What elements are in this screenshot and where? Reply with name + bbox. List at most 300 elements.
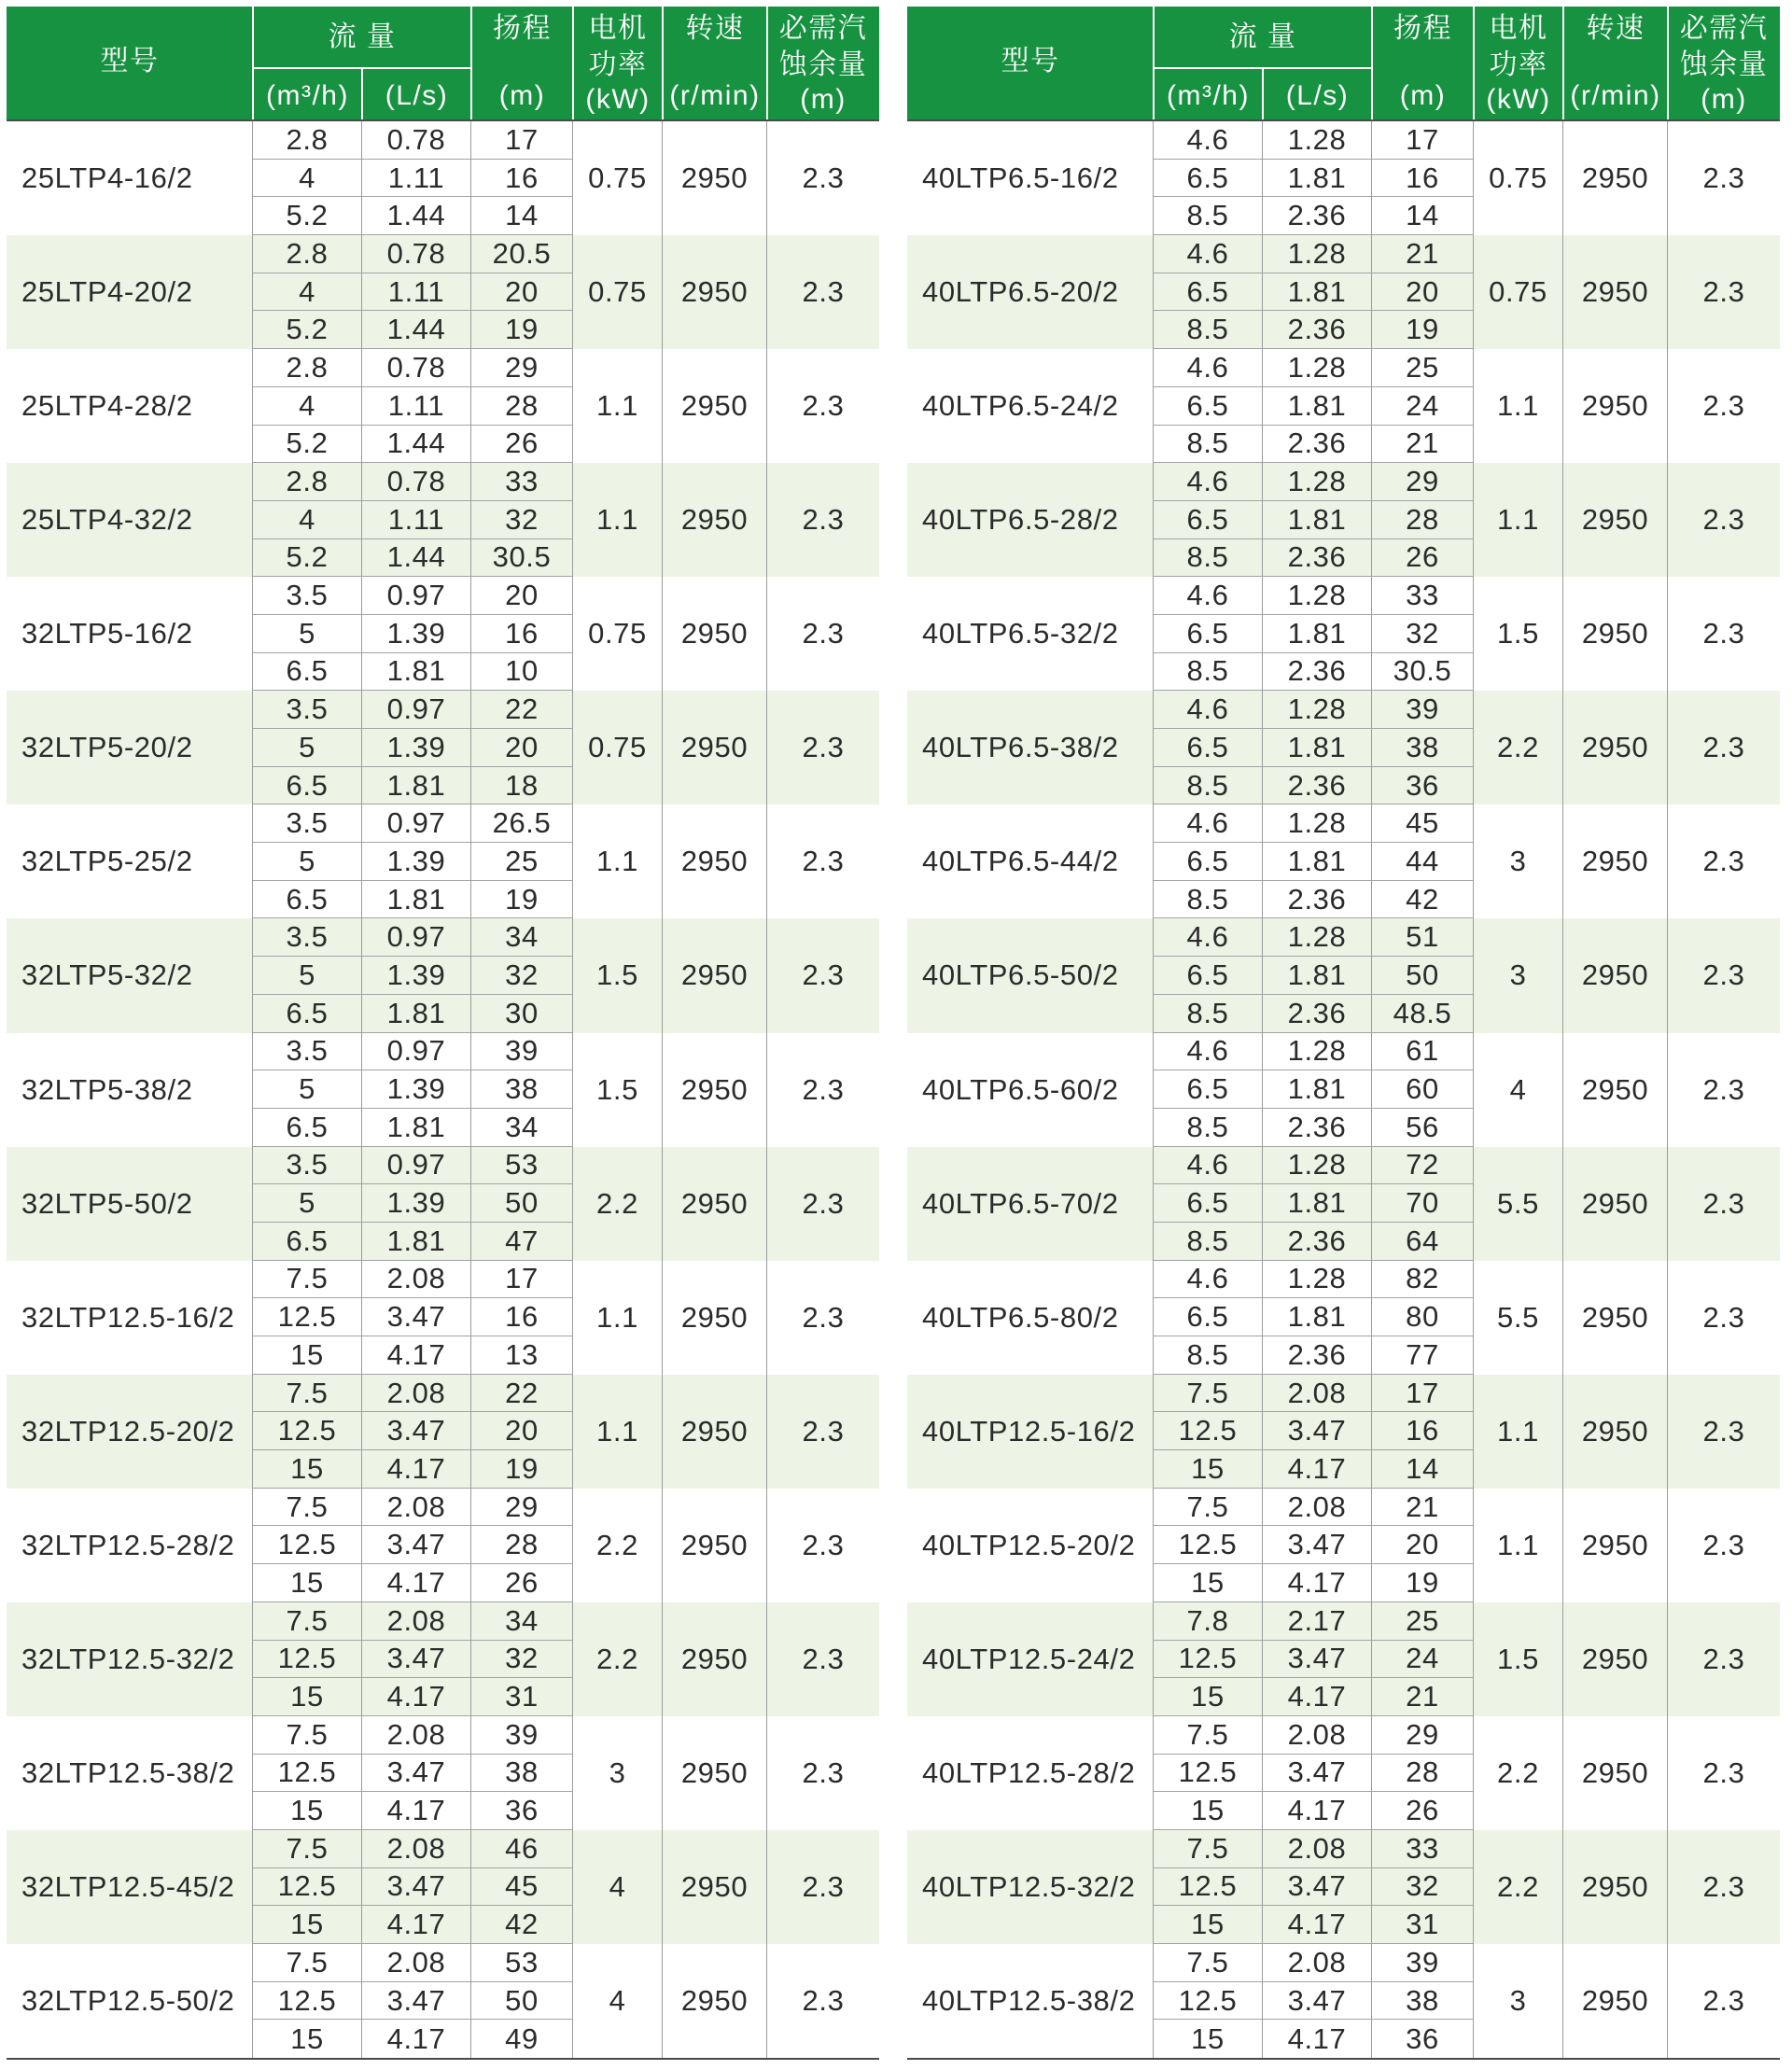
model-cell: 40LTP6.5-24/2 bbox=[907, 349, 1154, 463]
flow-m3h-cell: 12.5 bbox=[1154, 1868, 1263, 1907]
flow-ls-cell: 4.17 bbox=[1263, 1450, 1372, 1489]
head-cell: 33 bbox=[1372, 1830, 1474, 1868]
flow-ls-cell: 0.97 bbox=[362, 804, 471, 843]
npsh-cell: 2.3 bbox=[802, 1528, 845, 1561]
speed-cell: 2950 bbox=[1563, 121, 1668, 235]
model-cell: 40LTP6.5-28/2 bbox=[907, 463, 1154, 577]
flow-ls-cell: 3.47 bbox=[362, 1982, 471, 2021]
npsh-cell: 2.3 bbox=[1668, 1375, 1780, 1489]
head-cell: 17 bbox=[471, 1261, 573, 1299]
flow-m3h-cell: 4.6 bbox=[1154, 691, 1263, 729]
flow-ls-cell: 1.39 bbox=[362, 1070, 471, 1109]
head-cell: 50 bbox=[471, 1982, 573, 2021]
flow-ls-cell: 4.17 bbox=[1263, 1678, 1372, 1716]
head-cell: 45 bbox=[1372, 804, 1474, 843]
head-cell: 20 bbox=[471, 729, 573, 767]
head-cell: 21 bbox=[1372, 1678, 1474, 1716]
npsh-cell: 2.3 bbox=[802, 1984, 845, 2018]
flow-m3h-cell: 15 bbox=[1154, 1564, 1263, 1602]
power-cell: 3 bbox=[573, 1716, 663, 1830]
flow-ls-cell: 4.17 bbox=[362, 1336, 471, 1375]
speed-cell: 2950 bbox=[663, 463, 767, 577]
power-cell: 4 bbox=[1474, 1033, 1563, 1147]
flow-m3h-cell: 15 bbox=[1154, 2020, 1263, 2058]
head-cell: 14 bbox=[1372, 1450, 1474, 1489]
flow-m3h-cell: 6.5 bbox=[1154, 273, 1263, 312]
model-cell: 40LTP12.5-32/2 bbox=[907, 1830, 1154, 1944]
flow-m3h-cell: 8.5 bbox=[1154, 197, 1263, 235]
flow-m3h-cell: 7.5 bbox=[253, 1602, 362, 1641]
power-cell: 4 bbox=[573, 1830, 663, 1944]
head-cell: 51 bbox=[1372, 918, 1474, 957]
flow-m3h-cell: 5.2 bbox=[253, 311, 362, 349]
flow-ls-cell: 3.47 bbox=[1263, 1526, 1372, 1564]
power-cell: 3 bbox=[1474, 918, 1563, 1032]
flow-m3h-cell: 12.5 bbox=[1154, 1755, 1263, 1793]
flow-ls-cell: 4.17 bbox=[1263, 1792, 1372, 1830]
power-cell: 2.2 bbox=[1474, 1830, 1563, 1944]
flow-m3h-cell: 8.5 bbox=[1154, 311, 1263, 349]
speed-cell: 2950 bbox=[1563, 1147, 1668, 1261]
flow-m3h-cell: 8.5 bbox=[1154, 1336, 1263, 1375]
flow-ls-cell: 4.17 bbox=[362, 1678, 471, 1716]
model-cell: 40LTP12.5-28/2 bbox=[907, 1716, 1154, 1830]
speed-cell: 2950 bbox=[663, 577, 767, 691]
flow-ls-cell: 1.81 bbox=[1263, 273, 1372, 312]
head-cell: 39 bbox=[1372, 1944, 1474, 1982]
flow-ls-cell: 1.28 bbox=[1263, 918, 1372, 957]
power-cell: 0.75 bbox=[1474, 235, 1563, 349]
flow-ls-cell: 2.08 bbox=[1263, 1375, 1372, 1413]
flow-ls-cell: 2.36 bbox=[1263, 995, 1372, 1033]
flow-ls-cell: 1.81 bbox=[1263, 957, 1372, 995]
speed-cell: 2950 bbox=[663, 235, 767, 349]
speed-cell: 2950 bbox=[663, 804, 767, 918]
flow-ls-cell: 2.36 bbox=[1263, 197, 1372, 235]
flow-m3h-cell: 8.5 bbox=[1154, 881, 1263, 919]
flow-m3h-cell: 6.5 bbox=[253, 1109, 362, 1147]
head-cell: 13 bbox=[471, 1336, 573, 1375]
head-cell: 20 bbox=[471, 577, 573, 615]
flow-ls-cell: 2.36 bbox=[1263, 539, 1372, 578]
flow-m3h-cell: 6.5 bbox=[1154, 501, 1263, 539]
flow-m3h-cell: 15 bbox=[1154, 1906, 1263, 1944]
head-cell: 48.5 bbox=[1372, 995, 1474, 1033]
flow-m3h-cell: 12.5 bbox=[1154, 1412, 1263, 1450]
model-cell: 40LTP6.5-50/2 bbox=[907, 918, 1154, 1032]
head-cell: 25 bbox=[471, 843, 573, 881]
npsh-cell: 2.3 bbox=[767, 691, 879, 804]
flow-m3h-cell: 4.6 bbox=[1154, 235, 1263, 273]
npsh-cell: 2.3 bbox=[1702, 845, 1745, 878]
head-cell: 28 bbox=[471, 1526, 573, 1564]
header-power-unit: (kW) bbox=[1486, 84, 1551, 115]
flow-ls-cell: 2.08 bbox=[362, 1944, 471, 1982]
power-cell: 1.1 bbox=[573, 804, 663, 918]
flow-ls-cell: 2.36 bbox=[1263, 653, 1372, 692]
speed-cell: 2950 bbox=[663, 1944, 767, 2058]
npsh-cell: 2.3 bbox=[802, 161, 845, 195]
speed-cell: 2950 bbox=[663, 1375, 767, 1489]
flow-ls-cell: 2.08 bbox=[362, 1830, 471, 1868]
flow-ls-cell: 4.17 bbox=[362, 1450, 471, 1489]
head-cell: 70 bbox=[1372, 1184, 1474, 1223]
flow-ls-cell: 1.44 bbox=[362, 311, 471, 349]
speed-cell: 2950 bbox=[1563, 1602, 1668, 1716]
power-cell: 1.5 bbox=[1474, 1602, 1563, 1716]
flow-ls-cell: 0.78 bbox=[362, 463, 471, 501]
head-cell: 17 bbox=[1372, 1375, 1474, 1413]
flow-m3h-cell: 8.5 bbox=[1154, 1109, 1263, 1147]
npsh-cell: 2.3 bbox=[767, 1602, 879, 1716]
flow-ls-cell: 0.97 bbox=[362, 577, 471, 615]
flow-ls-cell: 4.17 bbox=[362, 1906, 471, 1944]
table-body bbox=[7, 121, 879, 2060]
power-cell: 1.1 bbox=[573, 1375, 663, 1489]
header-npsh-line2: 蚀余量 bbox=[1679, 49, 1769, 80]
power-cell: 0.75 bbox=[573, 577, 663, 691]
flow-ls-cell: 4.17 bbox=[362, 1564, 471, 1602]
model-cell: 32LTP12.5-20/2 bbox=[7, 1375, 253, 1489]
flow-m3h-cell: 6.5 bbox=[1154, 160, 1263, 198]
header-model: 型号 bbox=[1001, 46, 1060, 77]
flow-m3h-cell: 12.5 bbox=[253, 1641, 362, 1679]
head-cell: 22 bbox=[471, 691, 573, 729]
flow-m3h-cell: 7.5 bbox=[1154, 1944, 1263, 1982]
npsh-cell: 2.3 bbox=[767, 1147, 879, 1261]
head-cell: 24 bbox=[1372, 387, 1474, 426]
header-model: 型号 bbox=[100, 46, 160, 77]
flow-ls-cell: 1.81 bbox=[1263, 615, 1372, 653]
flow-ls-cell: 0.78 bbox=[362, 121, 471, 160]
flow-ls-cell: 1.11 bbox=[362, 387, 471, 426]
npsh-cell: 2.3 bbox=[1668, 1830, 1780, 1944]
flow-m3h-cell: 3.5 bbox=[253, 1147, 362, 1185]
flow-m3h-cell: 6.5 bbox=[253, 881, 362, 919]
npsh-cell: 2.3 bbox=[802, 1072, 845, 1106]
flow-m3h-cell: 15 bbox=[253, 1678, 362, 1716]
head-cell: 16 bbox=[1372, 1412, 1474, 1450]
head-cell: 14 bbox=[471, 197, 573, 235]
flow-m3h-cell: 6.5 bbox=[1154, 729, 1263, 767]
flow-m3h-cell: 2.8 bbox=[253, 235, 362, 273]
speed-cell: 2950 bbox=[663, 1602, 767, 1716]
flow-m3h-cell: 2.8 bbox=[253, 463, 362, 501]
flow-ls-cell: 2.36 bbox=[1263, 767, 1372, 805]
head-cell: 49 bbox=[471, 2020, 573, 2058]
flow-m3h-cell: 6.5 bbox=[1154, 1184, 1263, 1223]
model-cell: 25LTP4-28/2 bbox=[7, 349, 253, 463]
model-cell: 40LTP12.5-16/2 bbox=[907, 1375, 1154, 1489]
npsh-cell: 2.3 bbox=[802, 845, 845, 878]
head-cell: 17 bbox=[1372, 121, 1474, 160]
head-cell: 32 bbox=[1372, 1868, 1474, 1907]
head-cell: 39 bbox=[1372, 691, 1474, 729]
speed-cell: 2950 bbox=[1563, 1033, 1668, 1147]
model-cell: 32LTP5-20/2 bbox=[7, 691, 253, 804]
header-power-line1: 电机 bbox=[1489, 13, 1548, 44]
head-cell: 32 bbox=[1372, 615, 1474, 653]
flow-ls-cell: 3.47 bbox=[1263, 1641, 1372, 1679]
flow-ls-cell: 4.17 bbox=[1263, 1564, 1372, 1602]
flow-m3h-cell: 3.5 bbox=[253, 577, 362, 615]
head-cell: 32 bbox=[471, 1641, 573, 1679]
flow-m3h-cell: 7.5 bbox=[253, 1944, 362, 1982]
flow-m3h-cell: 7.5 bbox=[253, 1716, 362, 1755]
model-cell: 25LTP4-32/2 bbox=[7, 463, 253, 577]
head-cell: 20 bbox=[471, 273, 573, 312]
head-cell: 72 bbox=[1372, 1147, 1474, 1185]
head-cell: 46 bbox=[471, 1830, 573, 1868]
head-cell: 29 bbox=[1372, 463, 1474, 501]
power-cell: 1.1 bbox=[573, 349, 663, 463]
flow-ls-cell: 0.78 bbox=[362, 235, 471, 273]
head-cell: 14 bbox=[1372, 197, 1474, 235]
head-cell: 82 bbox=[1372, 1261, 1474, 1299]
head-cell: 17 bbox=[471, 121, 573, 160]
header-speed: 转速 bbox=[1586, 13, 1645, 44]
flow-ls-cell: 1.28 bbox=[1263, 1147, 1372, 1185]
flow-m3h-cell: 8.5 bbox=[1154, 539, 1263, 578]
npsh-cell: 2.3 bbox=[1702, 1984, 1745, 2018]
power-cell: 1.1 bbox=[1474, 1489, 1563, 1602]
flow-ls-cell: 1.28 bbox=[1263, 691, 1372, 729]
flow-m3h-cell: 5.2 bbox=[253, 426, 362, 464]
model-cell: 32LTP5-25/2 bbox=[7, 804, 253, 918]
head-cell: 36 bbox=[1372, 767, 1474, 805]
power-cell: 3 bbox=[1474, 804, 1563, 918]
head-cell: 19 bbox=[471, 881, 573, 919]
power-cell: 1.1 bbox=[1474, 463, 1563, 577]
model-cell: 40LTP12.5-20/2 bbox=[907, 1489, 1154, 1602]
head-cell: 61 bbox=[1372, 1033, 1474, 1071]
flow-m3h-cell: 5 bbox=[253, 843, 362, 881]
head-cell: 30.5 bbox=[471, 539, 573, 578]
flow-ls-cell: 4.17 bbox=[362, 1792, 471, 1830]
head-cell: 20.5 bbox=[471, 235, 573, 273]
model-cell: 32LTP12.5-28/2 bbox=[7, 1489, 253, 1602]
flow-ls-cell: 1.28 bbox=[1263, 577, 1372, 615]
flow-m3h-cell: 5 bbox=[253, 615, 362, 653]
head-cell: 26 bbox=[1372, 539, 1474, 578]
model-cell: 40LTP6.5-44/2 bbox=[907, 804, 1154, 918]
npsh-cell: 2.3 bbox=[1702, 617, 1745, 650]
header-head: 扬程 bbox=[1393, 13, 1452, 44]
flow-m3h-cell: 6.5 bbox=[1154, 1070, 1263, 1109]
flow-m3h-cell: 4.6 bbox=[1154, 463, 1263, 501]
head-cell: 19 bbox=[1372, 311, 1474, 349]
flow-m3h-cell: 15 bbox=[253, 1450, 362, 1489]
flow-m3h-cell: 8.5 bbox=[1154, 653, 1263, 692]
model-cell: 32LTP12.5-38/2 bbox=[7, 1716, 253, 1830]
power-cell: 5.5 bbox=[1474, 1147, 1563, 1261]
header-power-line2: 功率 bbox=[588, 49, 648, 80]
header-npsh-unit: (m) bbox=[800, 84, 847, 115]
head-cell: 60 bbox=[1372, 1070, 1474, 1109]
head-cell: 31 bbox=[1372, 1906, 1474, 1944]
table-header bbox=[7, 7, 879, 121]
model-cell: 25LTP4-20/2 bbox=[7, 235, 253, 349]
flow-m3h-cell: 4.6 bbox=[1154, 804, 1263, 843]
model-cell: 32LTP5-50/2 bbox=[7, 1147, 253, 1261]
speed-cell: 2950 bbox=[663, 349, 767, 463]
head-cell: 45 bbox=[471, 1868, 573, 1907]
flow-ls-cell: 0.97 bbox=[362, 691, 471, 729]
flow-ls-cell: 1.28 bbox=[1263, 121, 1372, 160]
flow-m3h-cell: 12.5 bbox=[253, 1412, 362, 1450]
npsh-cell: 2.3 bbox=[802, 389, 845, 423]
flow-m3h-cell: 4 bbox=[253, 387, 362, 426]
npsh-cell: 2.3 bbox=[1702, 389, 1745, 423]
speed-cell: 2950 bbox=[663, 1033, 767, 1147]
flow-ls-cell: 3.47 bbox=[1263, 1868, 1372, 1907]
header-speed-unit: (r/min) bbox=[669, 80, 761, 111]
npsh-cell: 2.3 bbox=[1702, 1072, 1745, 1106]
flow-ls-cell: 0.97 bbox=[362, 918, 471, 957]
flow-ls-cell: 2.08 bbox=[1263, 1944, 1372, 1982]
speed-cell: 2950 bbox=[663, 121, 767, 235]
power-cell: 2.2 bbox=[1474, 691, 1563, 804]
flow-m3h-cell: 12.5 bbox=[253, 1868, 362, 1907]
head-cell: 38 bbox=[471, 1755, 573, 1793]
npsh-cell: 2.3 bbox=[767, 1830, 879, 1944]
flow-ls-cell: 1.81 bbox=[362, 881, 471, 919]
head-cell: 19 bbox=[471, 311, 573, 349]
speed-cell: 2950 bbox=[1563, 1830, 1668, 1944]
npsh-cell: 2.3 bbox=[1668, 1602, 1780, 1716]
power-cell: 2.2 bbox=[573, 1489, 663, 1602]
model-cell: 32LTP5-16/2 bbox=[7, 577, 253, 691]
head-cell: 29 bbox=[471, 349, 573, 387]
model-cell: 32LTP12.5-32/2 bbox=[7, 1602, 253, 1716]
flow-ls-cell: 1.39 bbox=[362, 957, 471, 995]
header-npsh-line1: 必需汽 bbox=[778, 13, 868, 44]
model-cell: 32LTP5-38/2 bbox=[7, 1033, 253, 1147]
head-cell: 29 bbox=[1372, 1716, 1474, 1755]
flow-ls-cell: 1.81 bbox=[362, 653, 471, 692]
flow-ls-cell: 1.81 bbox=[1263, 1070, 1372, 1109]
flow-m3h-cell: 5 bbox=[253, 1070, 362, 1109]
power-cell: 0.75 bbox=[573, 691, 663, 804]
model-cell: 40LTP6.5-32/2 bbox=[907, 577, 1154, 691]
header-divider bbox=[253, 67, 471, 69]
header-head-unit: (m) bbox=[1399, 80, 1447, 111]
flow-m3h-cell: 4.6 bbox=[1154, 918, 1263, 957]
header-npsh-line2: 蚀余量 bbox=[778, 49, 868, 80]
head-cell: 26 bbox=[471, 1564, 573, 1602]
head-cell: 33 bbox=[471, 463, 573, 501]
header-flow-m3h: (m³/h) bbox=[266, 80, 349, 111]
flow-m3h-cell: 12.5 bbox=[253, 1982, 362, 2021]
flow-m3h-cell: 6.5 bbox=[1154, 957, 1263, 995]
flow-ls-cell: 2.08 bbox=[362, 1375, 471, 1413]
table-header bbox=[907, 7, 1780, 121]
flow-ls-cell: 2.36 bbox=[1263, 1223, 1372, 1261]
flow-ls-cell: 1.28 bbox=[1263, 1261, 1372, 1299]
power-cell: 1.1 bbox=[573, 463, 663, 577]
head-cell: 47 bbox=[471, 1223, 573, 1261]
flow-m3h-cell: 4.6 bbox=[1154, 577, 1263, 615]
flow-m3h-cell: 3.5 bbox=[253, 804, 362, 843]
model-cell: 40LTP6.5-70/2 bbox=[907, 1147, 1154, 1261]
flow-m3h-cell: 5.2 bbox=[253, 539, 362, 578]
header-speed: 转速 bbox=[685, 13, 745, 44]
flow-ls-cell: 1.81 bbox=[1263, 387, 1372, 426]
flow-ls-cell: 3.47 bbox=[362, 1412, 471, 1450]
speed-cell: 2950 bbox=[663, 691, 767, 804]
flow-m3h-cell: 6.5 bbox=[1154, 1298, 1263, 1336]
flow-m3h-cell: 5 bbox=[253, 957, 362, 995]
npsh-cell: 2.3 bbox=[1668, 691, 1780, 804]
power-cell: 2.2 bbox=[573, 1602, 663, 1716]
flow-ls-cell: 1.81 bbox=[1263, 501, 1372, 539]
header-flow: 流 量 bbox=[328, 21, 397, 52]
speed-cell: 2950 bbox=[1563, 349, 1668, 463]
head-cell: 44 bbox=[1372, 843, 1474, 881]
header-head: 扬程 bbox=[493, 13, 552, 44]
flow-ls-cell: 2.08 bbox=[362, 1261, 471, 1299]
flow-m3h-cell: 7.5 bbox=[253, 1375, 362, 1413]
flow-ls-cell: 1.39 bbox=[362, 615, 471, 653]
flow-ls-cell: 1.81 bbox=[1263, 729, 1372, 767]
head-cell: 42 bbox=[471, 1906, 573, 1944]
flow-ls-cell: 1.44 bbox=[362, 197, 471, 235]
head-cell: 26.5 bbox=[471, 804, 573, 843]
flow-m3h-cell: 4.6 bbox=[1154, 349, 1263, 387]
header-flow: 流 量 bbox=[1228, 21, 1297, 52]
head-cell: 30.5 bbox=[1372, 653, 1474, 692]
flow-ls-cell: 2.36 bbox=[1263, 426, 1372, 464]
head-cell: 38 bbox=[471, 1070, 573, 1109]
head-cell: 21 bbox=[1372, 426, 1474, 464]
flow-ls-cell: 4.17 bbox=[1263, 2020, 1372, 2058]
flow-m3h-cell: 4 bbox=[253, 273, 362, 312]
flow-m3h-cell: 8.5 bbox=[1154, 426, 1263, 464]
power-cell: 5.5 bbox=[1474, 1261, 1563, 1375]
flow-m3h-cell: 3.5 bbox=[253, 1033, 362, 1071]
head-cell: 21 bbox=[1372, 235, 1474, 273]
header-power-line1: 电机 bbox=[588, 13, 648, 44]
flow-m3h-cell: 6.5 bbox=[1154, 843, 1263, 881]
flow-ls-cell: 3.47 bbox=[1263, 1982, 1372, 2021]
flow-m3h-cell: 4 bbox=[253, 160, 362, 198]
model-cell: 40LTP12.5-24/2 bbox=[907, 1602, 1154, 1716]
head-cell: 77 bbox=[1372, 1336, 1474, 1375]
flow-m3h-cell: 3.5 bbox=[253, 691, 362, 729]
power-cell: 0.75 bbox=[573, 235, 663, 349]
flow-m3h-cell: 15 bbox=[1154, 1792, 1263, 1830]
speed-cell: 2950 bbox=[663, 1830, 767, 1944]
head-cell: 53 bbox=[471, 1147, 573, 1185]
head-cell: 64 bbox=[1372, 1223, 1474, 1261]
speed-cell: 2950 bbox=[663, 1489, 767, 1602]
power-cell: 1.5 bbox=[1474, 577, 1563, 691]
flow-ls-cell: 3.47 bbox=[362, 1755, 471, 1793]
flow-m3h-cell: 8.5 bbox=[1154, 767, 1263, 805]
head-cell: 22 bbox=[471, 1375, 573, 1413]
head-cell: 19 bbox=[471, 1450, 573, 1489]
flow-m3h-cell: 15 bbox=[1154, 1450, 1263, 1489]
model-cell: 40LTP6.5-38/2 bbox=[907, 691, 1154, 804]
speed-cell: 2950 bbox=[663, 1261, 767, 1375]
flow-m3h-cell: 15 bbox=[253, 1906, 362, 1944]
head-cell: 31 bbox=[471, 1678, 573, 1716]
head-cell: 30 bbox=[471, 995, 573, 1033]
flow-ls-cell: 1.39 bbox=[362, 1184, 471, 1223]
flow-ls-cell: 2.08 bbox=[362, 1602, 471, 1641]
flow-ls-cell: 2.08 bbox=[362, 1489, 471, 1527]
npsh-cell: 2.3 bbox=[1668, 918, 1780, 1032]
